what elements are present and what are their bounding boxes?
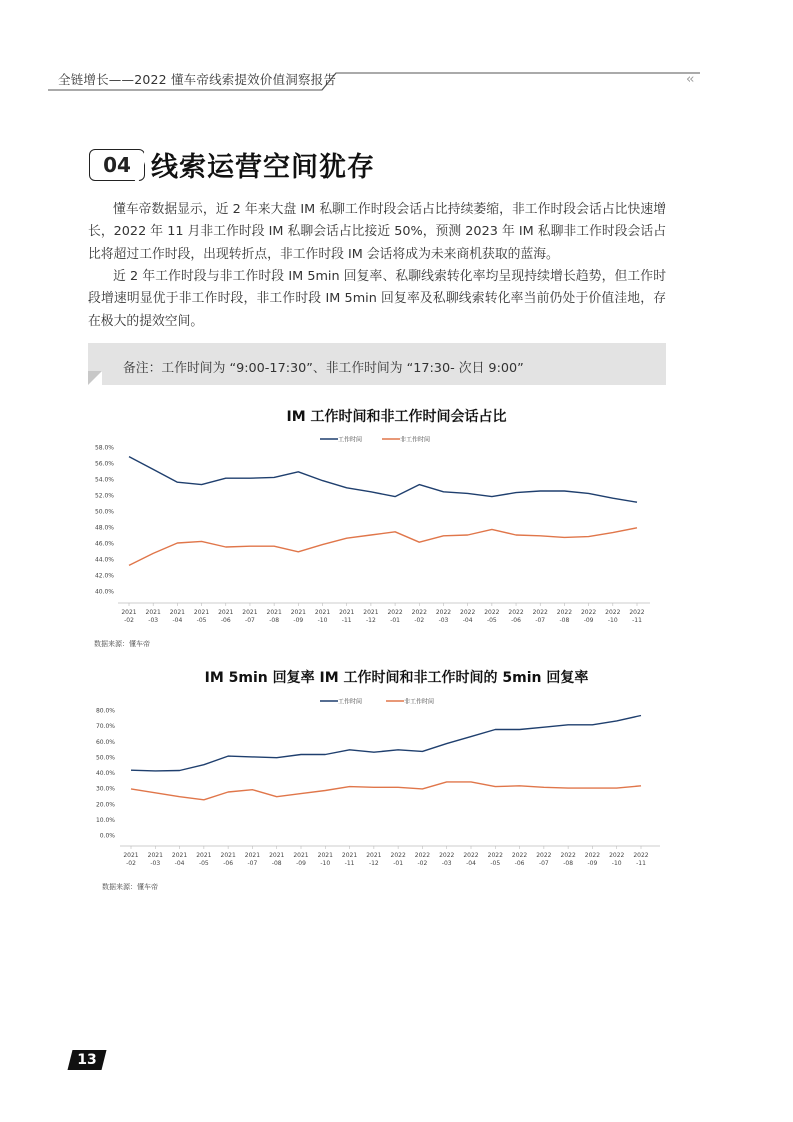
- note-text: 备注：工作时间为 “9:00-17:30”、非工作时间为 “17:30- 次日 9:00”: [123, 361, 524, 376]
- x-tick-label-year: 2022: [439, 852, 455, 859]
- y-tick-label: 80.0%: [95, 707, 115, 715]
- x-tick-label-year: 2022: [556, 609, 573, 616]
- y-tick-label: 40.0%: [95, 770, 115, 777]
- legend-label: 非工作时间: [400, 436, 431, 444]
- x-tick-label-month: -08: [271, 860, 282, 867]
- y-tick-label: 54.0%: [94, 476, 114, 484]
- y-tick-label: 40.0%: [94, 588, 114, 596]
- x-tick-label-month: -07: [245, 617, 255, 624]
- x-tick-label-year: 2021: [266, 609, 282, 616]
- x-tick-label-year: 2022: [390, 852, 406, 859]
- x-tick-label-year: 2021: [171, 852, 188, 859]
- x-tick-label-month: -06: [220, 617, 231, 624]
- y-tick-label: 44.0%: [94, 556, 114, 564]
- x-tick-label-year: 2022: [560, 852, 576, 859]
- x-tick-label-year: 2022: [633, 852, 649, 859]
- x-tick-label-year: 2022: [463, 852, 479, 859]
- x-tick-label-month: -02: [414, 617, 425, 624]
- x-tick-label-year: 2021: [290, 609, 306, 616]
- x-tick-label-year: 2022: [532, 609, 548, 616]
- y-tick-label: 70.0%: [95, 723, 115, 731]
- double-chevron-left-icon: ‹‹: [686, 72, 693, 87]
- series-line-nonwork: [129, 528, 637, 566]
- x-tick-label-month: -04: [466, 860, 476, 867]
- page-header: [0, 0, 793, 100]
- y-tick-label: 60.0%: [95, 738, 115, 746]
- x-tick-label-month: -02: [124, 617, 134, 624]
- series-line-work: [129, 457, 637, 503]
- x-tick-label-year: 2021: [317, 852, 333, 859]
- chart2-source: 数据来源：懂车帝: [102, 883, 158, 891]
- x-tick-label-month: -04: [462, 617, 473, 624]
- x-tick-label-year: 2021: [145, 609, 161, 616]
- x-tick-label-year: 2022: [511, 852, 528, 859]
- x-tick-label-month: -10: [607, 617, 618, 624]
- x-tick-label-year: 2021: [339, 609, 355, 616]
- y-tick-label: 50.0%: [95, 754, 115, 762]
- section-number: 04: [89, 149, 145, 181]
- y-tick-label: 46.0%: [94, 540, 114, 548]
- body-paragraph-2: 近 2 年工作时段与非工作时段 IM 5min 回复率、私聊线索转化率均呈现持续增长趋势，但工作时段增速明显优于非工作时段，非工作时段 IM 5min 回复率及私聊线索转化率当前仍处于价值洼地，存在极大的提效空间。: [88, 269, 666, 329]
- x-tick-label-month: -08: [559, 617, 570, 624]
- x-tick-label-year: 2022: [411, 609, 427, 616]
- legend-label: 工作时间: [338, 436, 363, 444]
- x-tick-label-month: -04: [172, 617, 183, 624]
- x-tick-label-month: -08: [269, 617, 280, 624]
- x-tick-label-year: 2022: [536, 852, 552, 859]
- x-tick-label-year: 2022: [460, 609, 476, 616]
- x-tick-label-year: 2021: [314, 609, 331, 616]
- x-tick-label-month: -10: [611, 860, 622, 867]
- x-tick-label-month: -08: [563, 860, 574, 867]
- x-tick-label-year: 2021: [218, 609, 234, 616]
- x-tick-label-month: -02: [126, 860, 136, 867]
- y-tick-label: 42.0%: [94, 572, 114, 580]
- x-tick-label-year: 2021: [121, 609, 137, 616]
- chart1-source: 数据来源：懂车帝: [94, 640, 150, 648]
- x-tick-label-month: -03: [148, 617, 159, 624]
- x-tick-label-month: -09: [587, 860, 598, 867]
- x-tick-label-year: 2022: [387, 609, 403, 616]
- x-tick-label-month: -06: [514, 860, 525, 867]
- y-tick-label: 50.0%: [94, 508, 114, 516]
- x-tick-label-month: -02: [417, 860, 428, 867]
- x-tick-label-month: -01: [393, 860, 404, 867]
- x-tick-label-month: -09: [583, 617, 594, 624]
- x-tick-label-year: 2022: [609, 852, 625, 859]
- y-tick-label: 52.0%: [94, 492, 114, 500]
- x-tick-label-year: 2021: [293, 852, 309, 859]
- y-tick-label: 10.0%: [95, 816, 115, 824]
- series-line-work: [131, 716, 641, 771]
- x-tick-label-year: 2021: [244, 852, 261, 859]
- x-tick-label-year: 2021: [220, 852, 236, 859]
- x-tick-label-year: 2021: [196, 852, 212, 859]
- x-tick-label-year: 2021: [242, 609, 258, 616]
- x-tick-label-year: 2021: [169, 609, 186, 616]
- x-tick-label-month: -05: [490, 860, 501, 867]
- x-tick-label-month: -01: [390, 617, 401, 624]
- x-tick-label-month: -03: [150, 860, 161, 867]
- series-line-nonwork: [131, 782, 641, 800]
- x-tick-label-year: 2021: [366, 852, 382, 859]
- x-tick-label-year: 2022: [487, 852, 503, 859]
- x-tick-label-month: -09: [296, 860, 306, 867]
- chart2-title: IM 5min 回复率 IM 工作时间和非工作时间的 5min 回复率: [204, 670, 589, 686]
- note-fold-corner: [88, 371, 102, 385]
- x-tick-label-month: -07: [535, 617, 546, 624]
- x-tick-label-month: -05: [198, 860, 209, 867]
- x-tick-label-month: -12: [368, 860, 379, 867]
- page-number: 13: [77, 1052, 97, 1068]
- legend-label: 工作时间: [338, 698, 363, 706]
- body-paragraph-1: 懂车帝数据显示，近 2 年来大盘 IM 私聊工作时段会话占比持续萎缩，非工作时段会话占比快速增长，2022 年 11 月非工作时段 IM 私聊会话占比接近 50%，预测 2023 年 IM 私聊非工作时段会话占比将超过工作时段，出现转折点，非工作时段 IM 会话将成为未来商机获取的蓝海。: [88, 202, 666, 262]
- x-tick-label-month: -03: [438, 617, 449, 624]
- x-tick-label-month: -07: [247, 860, 258, 867]
- x-tick-label-month: -11: [341, 617, 352, 624]
- x-tick-label-month: -11: [636, 860, 646, 867]
- x-tick-label-year: 2021: [341, 852, 358, 859]
- x-tick-label-year: 2022: [580, 609, 597, 616]
- x-tick-label-year: 2022: [584, 852, 601, 859]
- chart1-title: IM 工作时间和非工作时间会话占比: [286, 409, 507, 425]
- x-tick-label-month: -07: [538, 860, 549, 867]
- y-tick-label: 0.0%: [99, 832, 115, 840]
- x-tick-label-month: -05: [196, 617, 207, 624]
- x-tick-label-month: -10: [320, 860, 331, 867]
- x-tick-label-month: -03: [441, 860, 452, 867]
- x-tick-label-month: -11: [344, 860, 355, 867]
- y-tick-label: 58.0%: [94, 444, 114, 452]
- x-tick-label-month: -06: [511, 617, 521, 624]
- x-tick-label-year: 2022: [414, 852, 431, 859]
- y-tick-label: 56.0%: [94, 460, 114, 468]
- x-tick-label-year: 2022: [605, 609, 621, 616]
- x-tick-label-month: -12: [365, 617, 376, 624]
- section-title: 线索运营空间犹存: [151, 152, 375, 183]
- y-tick-label: 48.0%: [94, 524, 114, 532]
- x-tick-label-month: -04: [174, 860, 185, 867]
- x-tick-label-year: 2022: [435, 609, 452, 616]
- x-tick-label-year: 2022: [484, 609, 500, 616]
- x-tick-label-year: 2021: [123, 852, 139, 859]
- x-tick-label-year: 2021: [269, 852, 285, 859]
- x-tick-label-year: 2022: [508, 609, 524, 616]
- y-tick-label: 30.0%: [95, 785, 115, 793]
- x-tick-label-year: 2021: [147, 852, 163, 859]
- x-tick-label-month: -11: [632, 617, 642, 624]
- report-title: 全链增长——2022 懂车帝线索提效价值洞察报告: [58, 72, 337, 87]
- x-tick-label-year: 2021: [193, 609, 210, 616]
- x-tick-label-year: 2022: [629, 609, 645, 616]
- x-tick-label-month: -06: [223, 860, 234, 867]
- legend-label: 非工作时间: [404, 698, 435, 706]
- y-tick-label: 20.0%: [95, 801, 115, 809]
- x-tick-label-month: -10: [317, 617, 328, 624]
- x-tick-label-month: -05: [486, 617, 497, 624]
- x-tick-label-month: -09: [293, 617, 304, 624]
- x-tick-label-year: 2021: [363, 609, 379, 616]
